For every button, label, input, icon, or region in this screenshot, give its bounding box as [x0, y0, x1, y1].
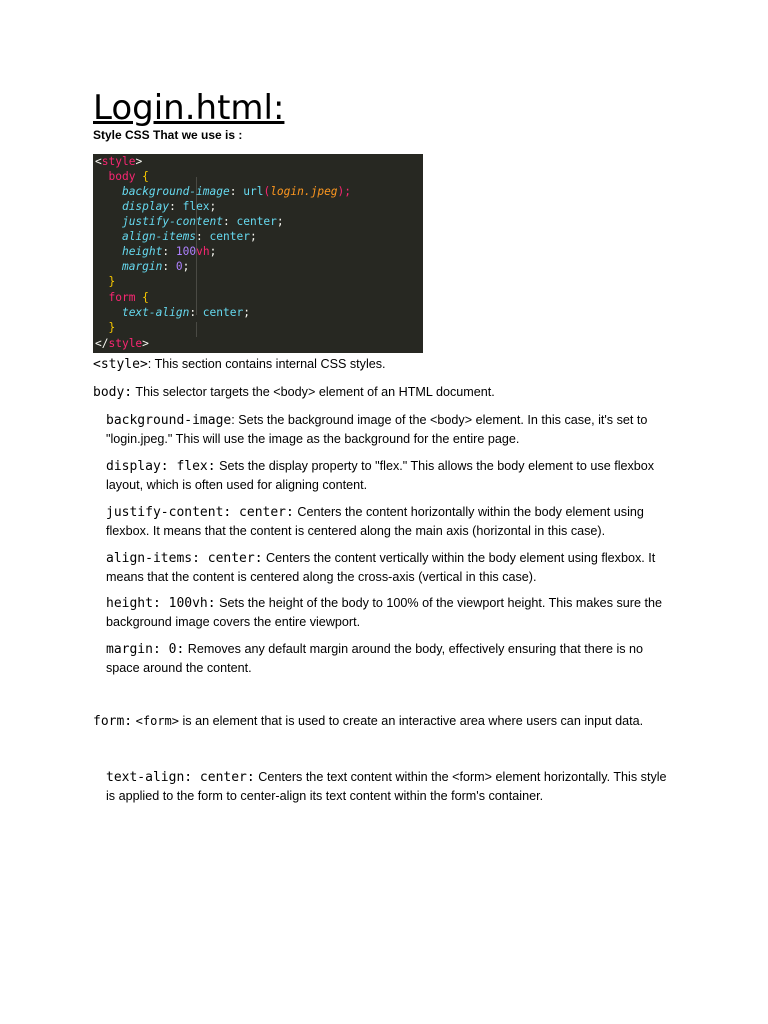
paragraph-form: form: <form> is an element that is used to create an interactive area where users can input data. [93, 714, 644, 729]
paragraph-background-image: background-image: Sets the background image of the <body> element. In this case, it's set to "login.jpeg." This will use the image as the background for the entire page. [106, 413, 648, 446]
code-line: height: 100vh; [121, 245, 217, 258]
paragraph-display-flex: display: flex: Sets the display property to "flex." This allows the body element to use flexbox layout, which is often used for aligning content. [106, 459, 655, 492]
paragraph-align-items: align-items: center: Centers the content vertically within the body element using flexbox. It means that the content is centered along the cross-axis (vertical in this case). [106, 551, 656, 584]
page-title: Login.html: [93, 88, 285, 128]
page-subtitle: Style CSS That we use is : [93, 128, 243, 142]
paragraph-height: height: 100vh: Sets the height of the body to 100% of the viewport height. This makes sure the background image covers the entire viewport. [106, 596, 662, 629]
css-code-screenshot [93, 154, 423, 353]
paragraph-text-align: text-align: center: Centers the text content within the <form> element horizontally. This style is applied to the form to center-align its text content within the form's container. [106, 770, 667, 803]
paragraph-style: <style>: This section contains internal CSS styles. [93, 357, 386, 372]
code-line: display: flex; [121, 200, 217, 213]
code-line: body { [108, 170, 149, 183]
code-line: background-image: url(login.jpeg); [121, 185, 352, 198]
code-line: margin: 0; [121, 260, 190, 273]
code-line: <style> [95, 155, 143, 168]
indent-guide [196, 322, 197, 337]
code-line: </style> [95, 337, 149, 350]
code-line: } [108, 275, 116, 288]
paragraph-body: body: This selector targets the <body> element of an HTML document. [93, 385, 495, 400]
code-line: form { [108, 291, 149, 304]
paragraph-margin: margin: 0: Removes any default margin around the body, effectively ensuring that there is no space around the content. [106, 642, 644, 675]
code-line: justify-content: center; [121, 215, 284, 228]
code-line: text-align: center; [121, 306, 250, 319]
paragraph-justify-content: justify-content: center: Centers the content horizontally within the body element using flexbox. It means that the content is centered along the main axis (horizontal in this case). [106, 505, 644, 538]
code-line: } [108, 321, 116, 334]
code-line: align-items: center; [121, 230, 257, 243]
